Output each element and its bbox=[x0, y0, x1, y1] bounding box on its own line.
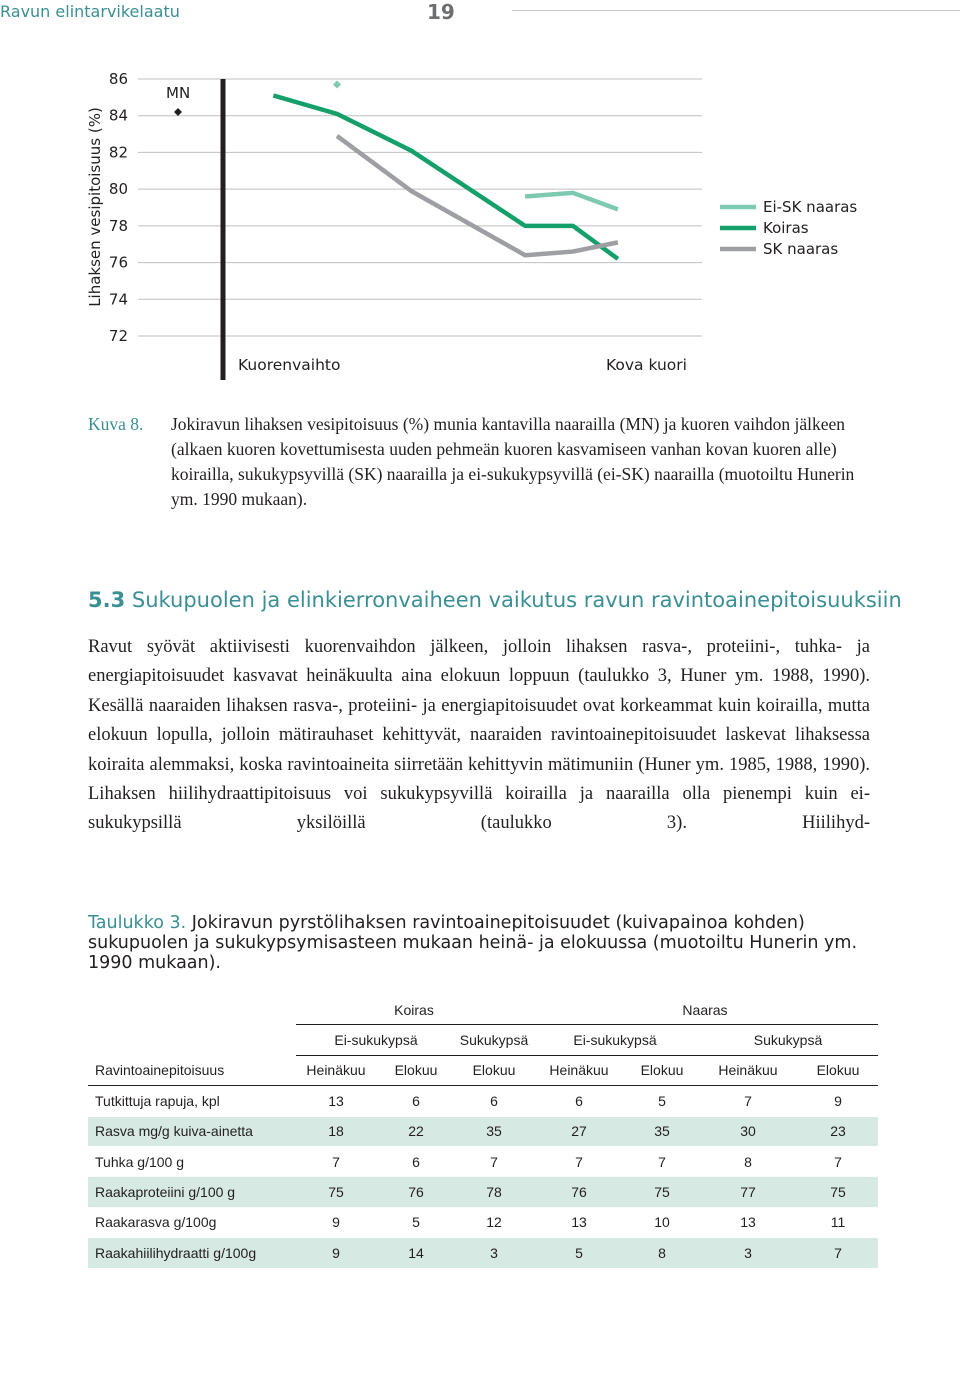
table-row bbox=[88, 1116, 878, 1146]
table-cell: 78 bbox=[456, 1177, 532, 1207]
table-row bbox=[88, 1238, 878, 1268]
table-cell: 13 bbox=[532, 1207, 626, 1237]
table-cell: 75 bbox=[296, 1177, 376, 1207]
month-header: Heinäkuu bbox=[296, 1055, 376, 1085]
table-row bbox=[88, 1086, 878, 1116]
body-paragraph: Ravut syövät aktiivisesti kuorenvaihdon jälkeen, jolloin lihaksen rasva-, proteiini-, tuhka- ja energiapitoisuudet kasvavat heinäkuulta aina elokuun loppuun (taulukko 3, Huner ym. 1988, 1990). Kesällä naaraiden lihaksen rasva-, proteiini- ja energiapitoisuudet ovat korkeammat kuin koirailla, mutta elokuun lopulla, jolloin mätirauhaset kehittyvät, naaraiden ravintoainepitoisuudet laskevat lihaksessa koiraita alemmaksi, koska ravintoaineita siirretään kehittyvin mätimuniin (Huner ym. 1985, 1988, 1990). Lihaksen hiilihydraattipitoisuus voi sukukypsyvillä koirailla ja naarailla olla pienempi kuin ei-sukukypsillä yksilöillä (taulukko 3). Hiilihyd- bbox=[88, 637, 870, 834]
y-tick-label: 76 bbox=[108, 253, 128, 272]
table-cell: 5 bbox=[532, 1238, 626, 1268]
nutrient-table bbox=[88, 995, 878, 1269]
bottom-label-kuorenvaihto: Kuorenvaihto bbox=[238, 356, 341, 374]
table-cell: 35 bbox=[626, 1116, 698, 1146]
table-cell: 77 bbox=[698, 1177, 798, 1207]
y-tick-label: 78 bbox=[108, 216, 128, 235]
subgroup-header: Sukukypsä bbox=[698, 1025, 878, 1055]
section-title: Sukupuolen ja elinkierronvaiheen vaikutus ravun ravintoainepitoisuuksiin bbox=[131, 588, 902, 612]
table-cell: 75 bbox=[626, 1177, 698, 1207]
table-cell: 7 bbox=[798, 1146, 878, 1176]
month-header: Heinäkuu bbox=[532, 1055, 626, 1085]
mn-label: MN bbox=[166, 84, 191, 102]
row-label: Rasva mg/g kuiva-ainetta bbox=[88, 1116, 296, 1146]
subgroup-header: Ei-sukukypsä bbox=[296, 1025, 456, 1055]
table-cell: 7 bbox=[296, 1146, 376, 1176]
table-cell: 7 bbox=[698, 1086, 798, 1116]
table-cell: 7 bbox=[456, 1146, 532, 1176]
section-number: 5.3 bbox=[88, 588, 126, 612]
table-cell: 7 bbox=[798, 1238, 878, 1268]
table-cell: 76 bbox=[376, 1177, 456, 1207]
month-header: Elokuu bbox=[456, 1055, 532, 1085]
figure-caption-text: Jokiravun lihaksen vesipitoisuus (%) munia kantavilla naarailla (MN) ja kuoren vaihdon jälkeen (alkaen kuoren kovettumisesta uuden pehmeän kuoren kasvamiseen vanhan kovan kuoren alle) koirailla, sukukypsyvillä (SK) naarailla ja ei-sukukypsyvillä (ei-SK) naarailla (muotoiltu Hunerin ym. 1990 mukaan). bbox=[171, 414, 855, 509]
table-cell: 13 bbox=[296, 1086, 376, 1116]
table-cell: 3 bbox=[698, 1238, 798, 1268]
table-cell: 6 bbox=[456, 1086, 532, 1116]
figure-label: Kuva 8. bbox=[88, 414, 144, 434]
row-label: Raakaproteiini g/100 g bbox=[88, 1177, 296, 1207]
group-header-naaras: Naaras bbox=[682, 1001, 728, 1018]
table-cell: 7 bbox=[532, 1146, 626, 1176]
table-cell: 9 bbox=[798, 1086, 878, 1116]
table-label: Taulukko 3. bbox=[88, 913, 187, 933]
table-row bbox=[88, 1177, 878, 1207]
table-cell: 22 bbox=[376, 1116, 456, 1146]
table-cell: 8 bbox=[698, 1146, 798, 1176]
month-header: Heinäkuu bbox=[698, 1055, 798, 1085]
running-title: Ravun elintarvikelaatu bbox=[0, 2, 180, 21]
y-tick-label: 86 bbox=[108, 70, 128, 88]
marker-ei-sk-naaras bbox=[333, 81, 341, 89]
table-caption-text: Jokiravun pyrstölihaksen ravintoainepitoisuudet (kuivapainoa kohden) sukupuolen ja sukukypsymisasteen mukaan heinä- ja elokuussa (muotoiltu Hunerin ym. 1990 mukaan). bbox=[88, 913, 858, 973]
table-row bbox=[88, 1146, 878, 1176]
table-cell: 14 bbox=[376, 1238, 456, 1268]
y-tick-label: 74 bbox=[108, 290, 128, 309]
month-header: Elokuu bbox=[626, 1055, 698, 1085]
table-cell: 13 bbox=[698, 1207, 798, 1237]
chart-legend bbox=[720, 198, 857, 258]
row-label: Tutkittuja rapuja, kpl bbox=[88, 1086, 296, 1116]
bottom-label-kova-kuori: Kova kuori bbox=[606, 356, 687, 374]
row-label: Tuhka g/100 g bbox=[88, 1146, 296, 1176]
table-cell: 76 bbox=[532, 1177, 626, 1207]
y-tick-label: 84 bbox=[108, 106, 128, 125]
table-cell: 12 bbox=[456, 1207, 532, 1237]
y-axis-label: Lihaksen vesipitoisuus (%) bbox=[86, 107, 104, 307]
legend-label: Koiras bbox=[763, 219, 809, 237]
section-heading bbox=[88, 588, 902, 612]
y-tick-label: 72 bbox=[108, 327, 128, 345]
table-header-row-months bbox=[88, 1055, 878, 1085]
group-header-koiras: Koiras bbox=[394, 1001, 434, 1018]
table-cell: 6 bbox=[532, 1086, 626, 1116]
table-cell: 9 bbox=[296, 1238, 376, 1268]
water-content-chart bbox=[0, 0, 960, 400]
legend-label: SK naaras bbox=[763, 240, 839, 258]
table-cell: 3 bbox=[456, 1238, 532, 1268]
month-header: Elokuu bbox=[798, 1055, 878, 1085]
subgroup-header: Ei-sukukypsä bbox=[532, 1025, 698, 1055]
figure-caption bbox=[88, 412, 878, 512]
y-tick-labels bbox=[109, 70, 128, 345]
table-cell: 5 bbox=[626, 1086, 698, 1116]
table-caption bbox=[88, 913, 878, 973]
table-cell: 35 bbox=[456, 1116, 532, 1146]
table-cell: 7 bbox=[626, 1146, 698, 1176]
table-header-row-subgroups bbox=[88, 1025, 878, 1055]
page-number: 19 bbox=[427, 0, 455, 24]
table-cell: 27 bbox=[532, 1116, 626, 1146]
y-tick-label: 80 bbox=[108, 180, 128, 199]
table-cell: 75 bbox=[798, 1177, 878, 1207]
table-cell: 10 bbox=[626, 1207, 698, 1237]
table-header-row-groups bbox=[88, 995, 878, 1025]
series-line-ei-sk-naaras bbox=[525, 193, 618, 210]
table-cell: 9 bbox=[296, 1207, 376, 1237]
y-tick-label: 82 bbox=[108, 143, 128, 162]
row-header-label: Ravintoainepitoisuus bbox=[88, 1055, 296, 1085]
table-row bbox=[88, 1207, 878, 1237]
table-cell: 11 bbox=[798, 1207, 878, 1237]
table-cell: 6 bbox=[376, 1146, 456, 1176]
table-cell: 6 bbox=[376, 1086, 456, 1116]
marker-mn bbox=[174, 108, 182, 116]
table-cell: 30 bbox=[698, 1116, 798, 1146]
row-label: Raakarasva g/100g bbox=[88, 1207, 296, 1237]
legend-label: Ei-SK naaras bbox=[763, 198, 858, 216]
row-label: Raakahiilihydraatti g/100g bbox=[88, 1238, 296, 1268]
table-cell: 5 bbox=[376, 1207, 456, 1237]
month-header: Elokuu bbox=[376, 1055, 456, 1085]
subgroup-header: Sukukypsä bbox=[456, 1025, 532, 1055]
table-cell: 8 bbox=[626, 1238, 698, 1268]
table-cell: 18 bbox=[296, 1116, 376, 1146]
series-line-koiras bbox=[273, 96, 618, 259]
table-cell: 23 bbox=[798, 1116, 878, 1146]
